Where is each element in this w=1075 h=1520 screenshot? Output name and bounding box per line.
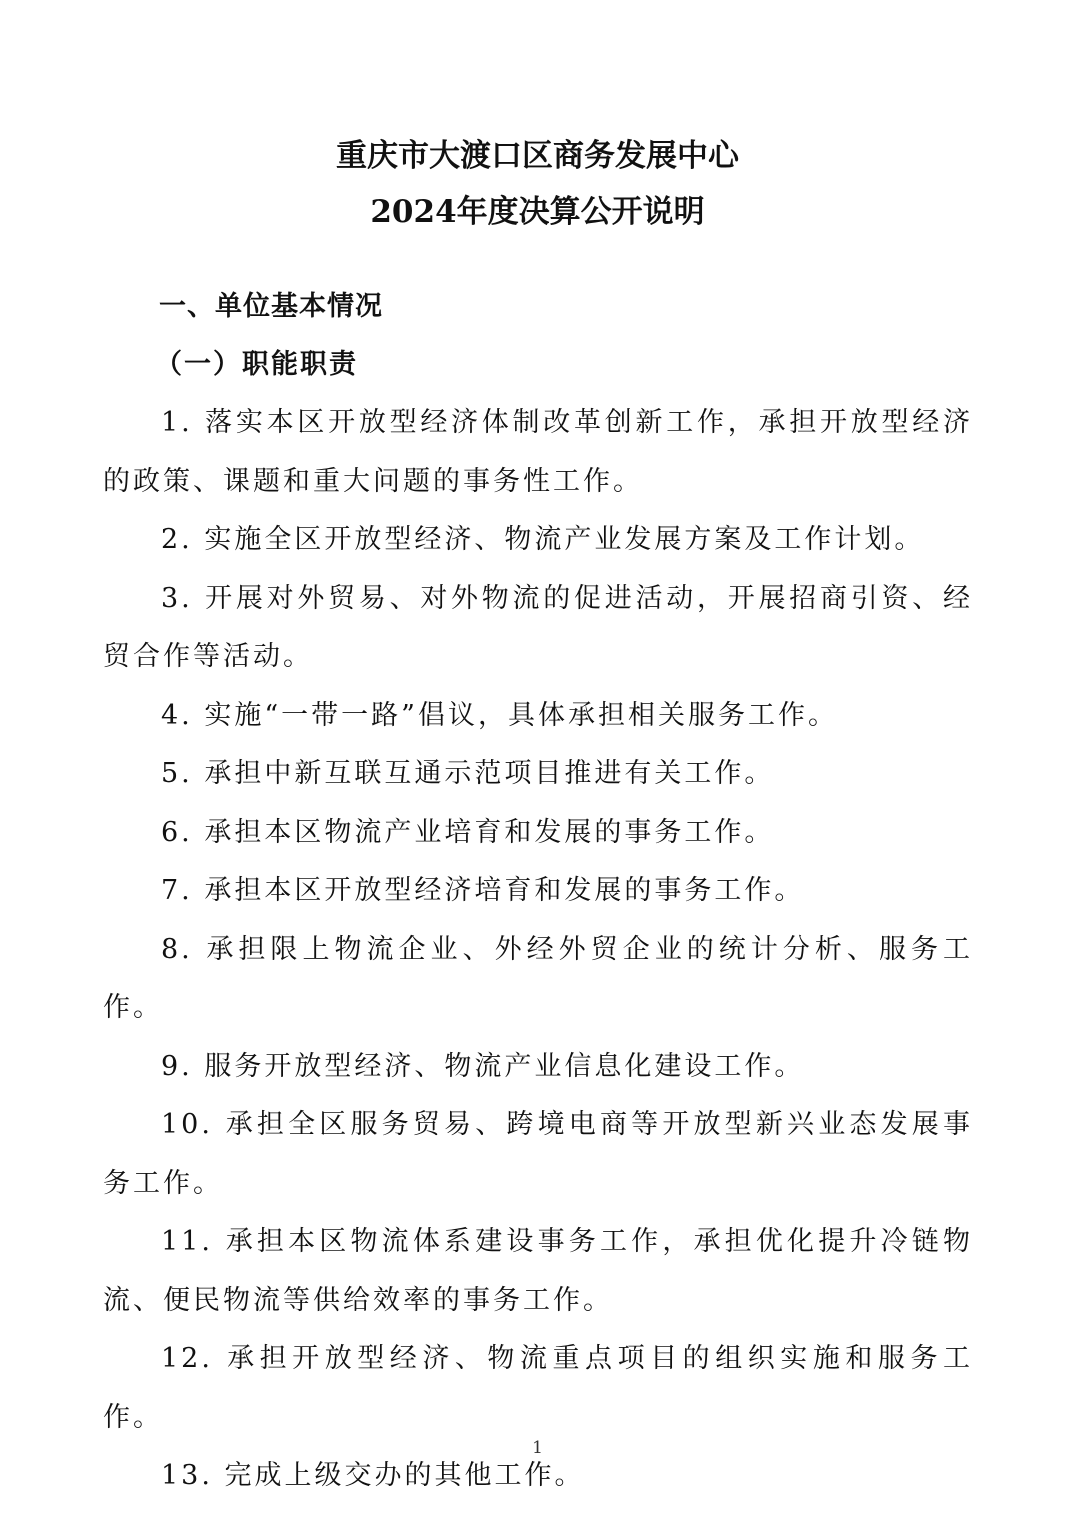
duty-item-4: 4. 实施“一带一路”倡议，具体承担相关服务工作。 <box>161 699 838 731</box>
duty-item-7: 7. 承担本区开放型经济培育和发展的事务工作。 <box>161 875 805 906</box>
duty-item-12: 12. 承担开放型经济、物流重点项目的组织实施和服务工作。 <box>103 1343 973 1433</box>
duty-item-13: 13. 完成上级交办的其他工作。 <box>161 1460 585 1491</box>
title-line-2: 2024年度决算公开说明 <box>370 194 705 230</box>
section-heading-basic-info: 一、单位基本情况 <box>159 291 383 322</box>
subsection-heading-duties: （一）职能职责 <box>155 349 358 380</box>
duty-item-11: 11. 承担本区物流体系建设事务工作，承担优化提升冷链物流、便民物流等供给效率的事务工作。 <box>103 1226 973 1316</box>
page-number: 1 <box>532 1438 543 1458</box>
duty-item-10: 10. 承担全区服务贸易、跨境电商等开放型新兴业态发展事务工作。 <box>103 1109 973 1199</box>
duty-item-8: 8. 承担限上物流企业、外经外贸企业的统计分析、服务工作。 <box>103 933 973 1023</box>
duty-item-3: 3. 开展对外贸易、对外物流的促进活动，开展招商引资、经贸合作等活动。 <box>103 582 973 672</box>
duty-item-2: 2. 实施全区开放型经济、物流产业发展方案及工作计划。 <box>161 524 925 555</box>
duty-item-9: 9. 服务开放型经济、物流产业信息化建设工作。 <box>161 1050 805 1082</box>
document-body <box>103 278 973 1506</box>
document-title <box>0 128 1075 240</box>
title-line-1: 重庆市大渡口区商务发展中心 <box>336 138 739 174</box>
duty-item-6: 6. 承担本区物流产业培育和发展的事务工作。 <box>161 816 775 848</box>
duty-item-1: 1. 落实本区开放型经济体制改革创新工作，承担开放型经济的政策、课题和重大问题的事务性工作。 <box>103 407 973 497</box>
duty-item-5: 5. 承担中新互联互通示范项目推进有关工作。 <box>161 758 775 789</box>
